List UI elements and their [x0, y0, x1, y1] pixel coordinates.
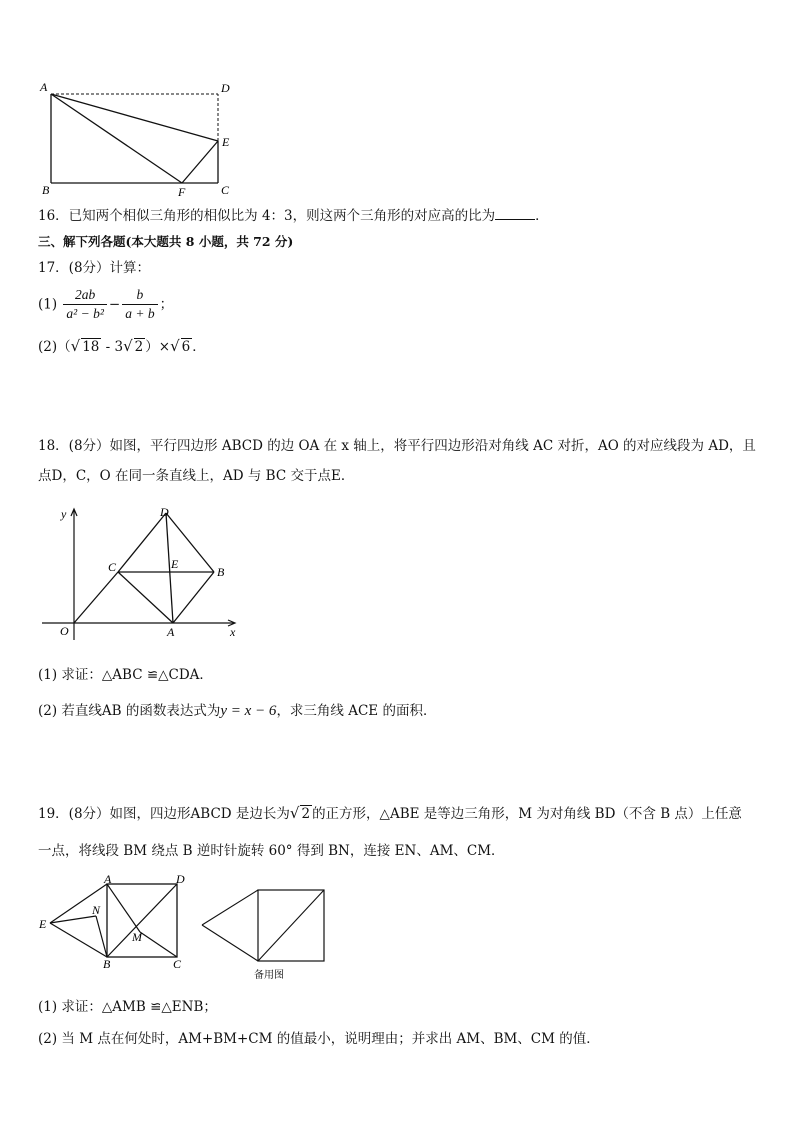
q19-line1-b: 的正方形，△ABE 是等边三角形，M 为对角线 BD（不含 B 点）上任意 — [312, 806, 742, 822]
fraction-1 — [63, 286, 106, 323]
fraction-2-numerator: b — [122, 286, 157, 305]
label-D: D — [221, 81, 230, 95]
q18-part2-a: (2) 若直线AB 的函数表达式为 — [38, 703, 221, 719]
question-18-line2: 点D，C，O 在同一条直线上，AD 与 BC 交于点E． — [38, 468, 355, 484]
q19-line1-a: 19．(8分）如图，四边形ABCD 是边长为 — [38, 806, 290, 822]
label-A: A — [167, 625, 175, 639]
q18-part2 — [38, 702, 436, 720]
q17-part2-mid: - 3 — [101, 339, 124, 355]
label-C: C — [108, 560, 117, 574]
label-M: M — [132, 930, 142, 944]
am-line — [107, 884, 140, 932]
af-line — [51, 94, 182, 183]
question-18-line1: 18．(8分）如图，平行四边形 ABCD 的边 OA 在 x 轴上，将平行四边形沿对角线 AC 对折，AO 的对应线段为 AD，且 — [38, 438, 756, 454]
fraction-2 — [122, 286, 157, 323]
en-line — [50, 916, 96, 923]
label-B: B — [103, 957, 111, 971]
q17-part1-label: (1) — [38, 296, 58, 313]
label-C: C — [221, 183, 230, 197]
q17-part2 — [38, 337, 206, 356]
label-F: F — [178, 185, 186, 199]
q18-formula: y = x − 6 — [220, 703, 277, 719]
q17-part2-times: ）× — [145, 339, 171, 355]
minus-sign: − — [108, 296, 121, 313]
sqrt-sign-icon: √ — [70, 337, 81, 355]
spare-triangle-bottom — [202, 925, 258, 961]
fraction-2-denominator: a + b — [125, 306, 155, 321]
spare-diagonal — [258, 890, 324, 961]
diagonal-bd — [107, 884, 177, 957]
q18-part1: (1) 求证：△ABC ≌△CDA． — [38, 667, 213, 683]
q17-part1 — [38, 286, 173, 323]
label-y: y — [61, 507, 67, 521]
mc-line — [140, 932, 177, 957]
ae-line — [51, 94, 218, 141]
q18-part2-b: ，求三角线 ACE 的面积． — [276, 703, 437, 719]
eb-line — [50, 923, 107, 957]
parallelogram-figure — [40, 500, 250, 645]
ca-line — [118, 572, 173, 623]
q17-part2-label: (2)（ — [38, 339, 71, 355]
label-A: A — [104, 874, 112, 886]
question-19-line1 — [38, 804, 742, 823]
label-x: x — [230, 625, 236, 639]
oc-line — [74, 572, 118, 623]
spare-caption: 备用图 — [254, 970, 284, 981]
label-A: A — [40, 80, 48, 94]
label-N: N — [92, 903, 101, 917]
label-E: E — [171, 557, 179, 571]
fraction-1-numerator: 2ab — [63, 286, 106, 305]
cd-line — [118, 513, 166, 572]
q17-part2-end: ． — [192, 339, 206, 355]
section-3-heading: 三、解下列各题(本大题共 8 小题，共 72 分) — [38, 234, 294, 249]
square-figure — [36, 874, 186, 974]
sqrt-sign-icon: √ — [123, 337, 133, 355]
q19-part2: (2) 当 M 点在何处时，AM+BM+CM 的值最小，说明理由；并求出 AM、BM、CM 的值． — [38, 1031, 600, 1047]
rectangle-figure — [36, 78, 246, 200]
question-17-title: 17．(8分）计算： — [38, 260, 151, 276]
ba-line — [173, 572, 214, 623]
question-16 — [38, 207, 549, 225]
label-O: O — [60, 624, 69, 638]
fraction-1-denominator: a² − b² — [66, 306, 104, 321]
spare-triangle-top — [202, 890, 258, 925]
q16-text: 16．已知两个相似三角形的相似比为 4：3，则这两个三角形的对应高的比为 — [38, 208, 496, 224]
q16-blank — [495, 207, 535, 220]
label-E: E — [39, 917, 47, 931]
label-D: D — [160, 505, 169, 519]
q17-part1-end: ； — [159, 296, 174, 313]
label-D: D — [176, 874, 185, 886]
fe-line — [182, 141, 218, 183]
label-B: B — [217, 565, 225, 579]
question-19-line2: 一点，将线段 BM 绕点 B 逆时针旋转 60° 得到 BN，连接 EN、AM、CM． — [38, 843, 505, 859]
label-B: B — [42, 183, 50, 197]
sqrt-sign-icon: √ — [170, 337, 180, 355]
label-E: E — [222, 135, 230, 149]
radicand-18: 18 — [82, 339, 100, 355]
label-C: C — [173, 957, 182, 971]
radicand-2: 2 — [134, 339, 144, 355]
radicand-6: 6 — [181, 339, 191, 355]
q19-part1: (1) 求证：△AMB ≌△ENB； — [38, 999, 217, 1015]
sqrt-sign-icon: √ — [289, 804, 300, 822]
spare-figure — [198, 888, 333, 983]
q16-end: ． — [535, 208, 549, 224]
radicand-2: 2 — [301, 806, 311, 822]
